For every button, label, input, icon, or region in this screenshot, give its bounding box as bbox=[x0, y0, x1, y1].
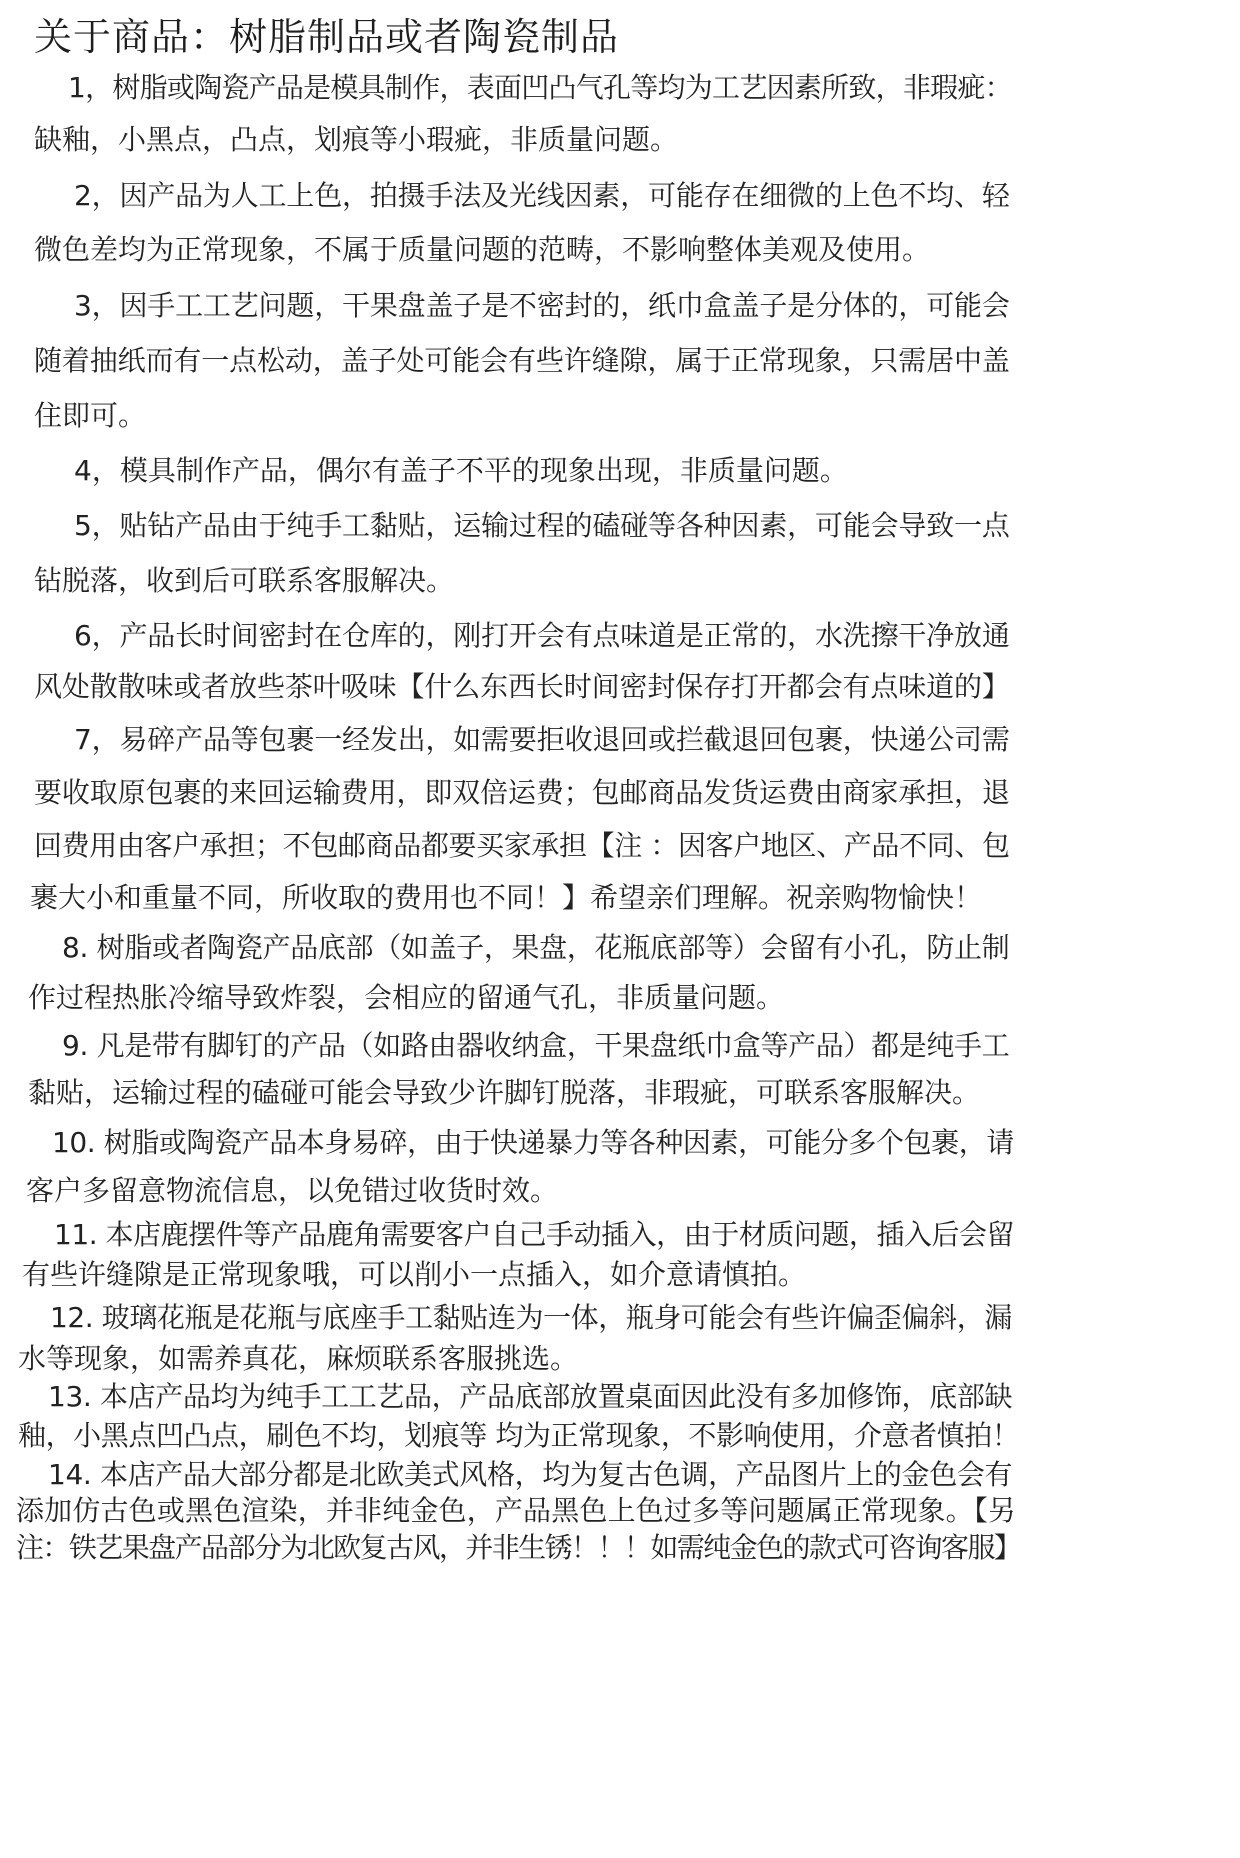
p3-line3: 住即可。 bbox=[34, 399, 147, 432]
p5-line1: 5，贴钻产品由于纯手工黏贴，运输过程的磕碰等各种因素，可能会导致一点 bbox=[74, 509, 1010, 542]
p12-line2: 水等现象，如需养真花，麻烦联系客服挑选。 bbox=[18, 1342, 579, 1375]
p12-line1: 12. 玻璃花瓶是花瓶与底座手工黏贴连为一体，瓶身可能会有些许偏歪偏斜，漏 bbox=[50, 1301, 1012, 1334]
p1-line2: 缺釉，小黑点，凸点，划痕等小瑕疵，非质量问题。 bbox=[34, 123, 679, 156]
p6-line1: 6，产品长时间密封在仓库的，刚打开会有点味道是正常的，水洗擦干净放通 bbox=[74, 619, 1010, 652]
p1-line1: 1，树脂或陶瓷产品是模具制作，表面凹凸气孔等均为工艺因素所致，非瑕疵： bbox=[68, 71, 1012, 104]
p7-line2: 要收取原包裹的来回运输费用，即双倍运费；包邮商品发货运费由商家承担，退 bbox=[34, 776, 1010, 809]
p4-line1: 4，模具制作产品，偶尔有盖子不平的现象出现，非质量问题。 bbox=[74, 454, 848, 487]
p8-line2: 作过程热胀冷缩导致炸裂，会相应的留通气孔，非质量问题。 bbox=[28, 981, 785, 1014]
p5-line2: 钻脱落，收到后可联系客服解决。 bbox=[34, 564, 455, 597]
p13-line2: 釉，小黑点凹凸点，刷色不均，划痕等 均为正常现象，不影响使用，介意者慎拍！ bbox=[18, 1419, 1020, 1452]
p14-line3: 注：铁艺果盘产品部分为北欧复古风，并非生锈！！！如需纯金色的款式可咨询客服】 bbox=[16, 1531, 1021, 1564]
p2-line1: 2，因产品为人工上色，拍摄手法及光线因素，可能存在细微的上色不均、轻 bbox=[74, 179, 1010, 212]
p8-line1: 8. 树脂或者陶瓷产品底部（如盖子，果盘，花瓶底部等）会留有小孔，防止制 bbox=[62, 931, 1010, 964]
p11-line2: 有些许缝隙是正常现象哦，可以削小一点插入，如介意请慎拍。 bbox=[22, 1258, 807, 1291]
p9-line2: 黏贴，运输过程的磕碰可能会导致少许脚钉脱落，非瑕疵，可联系客服解决。 bbox=[28, 1076, 981, 1109]
p2-line2: 微色差均为正常现象，不属于质量问题的范畴，不影响整体美观及使用。 bbox=[34, 233, 931, 266]
page-title: 关于商品：树脂制品或者陶瓷制品 bbox=[34, 15, 620, 59]
p14-line2: 添加仿古色或黑色渲染，并非纯金色，产品黑色上色过多等问题属正常现象。【另 bbox=[16, 1494, 1017, 1527]
p11-line1: 11. 本店鹿摆件等产品鹿角需要客户自己手动插入，由于材质问题，插入后会留 bbox=[54, 1218, 1015, 1251]
p3-line1: 3，因手工工艺问题，干果盘盖子是不密封的，纸巾盒盖子是分体的，可能会 bbox=[74, 289, 1010, 322]
p6-line2: 风处散散味或者放些茶叶吸味【什么东西长时间密封保存打开都会有点味道的】 bbox=[34, 670, 1010, 703]
p3-line2: 随着抽纸而有一点松动，盖子处可能会有些许缝隙，属于正常现象，只需居中盖 bbox=[34, 344, 1010, 377]
p10-line2: 客户多留意物流信息，以免错过收货时效。 bbox=[26, 1174, 559, 1207]
p9-line1: 9. 凡是带有脚钉的产品（如路由器收纳盒，干果盘纸巾盒等产品）都是纯手工 bbox=[62, 1029, 1010, 1062]
p10-line1: 10. 树脂或陶瓷产品本身易碎，由于快递暴力等各种因素，可能分多个包裹，请 bbox=[52, 1126, 1014, 1159]
p7-line1: 7，易碎产品等包裹一经发出，如需要拒收退回或拦截退回包裹，快递公司需 bbox=[74, 723, 1010, 756]
p13-line1: 13. 本店产品均为纯手工工艺品，产品底部放置桌面因此没有多加修饰，底部缺 bbox=[48, 1380, 1013, 1413]
p14-line1: 14. 本店产品大部分都是北欧美式风格，均为复古色调，产品图片上的金色会有 bbox=[48, 1458, 1013, 1491]
p7-line3: 回费用由客户承担；不包邮商品都要买家承担【注 ：因客户地区、产品不同、包 bbox=[34, 829, 1010, 862]
p7-line4: 裹大小和重量不同，所收取的费用也不同！】希望亲们理解。祝亲购物愉快！ bbox=[30, 881, 983, 914]
